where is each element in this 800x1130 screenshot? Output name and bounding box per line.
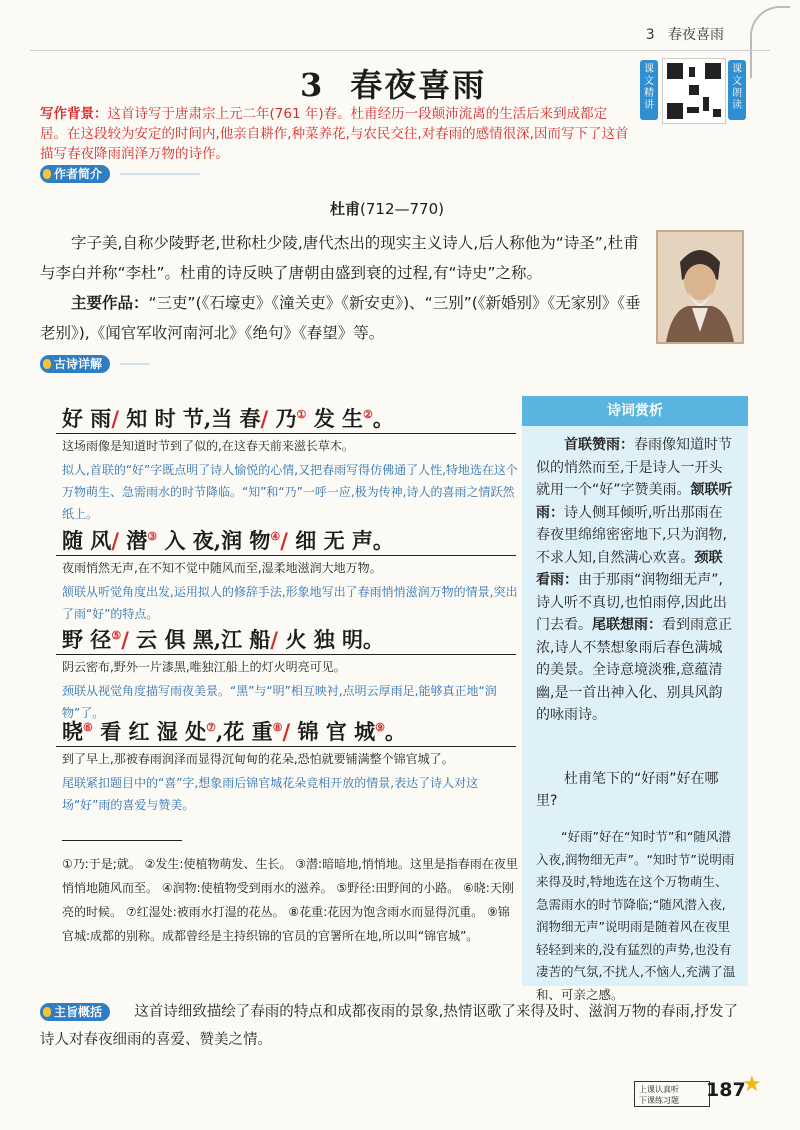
author-tag-underline — [120, 173, 200, 175]
author-heading — [330, 198, 444, 219]
author-name: 杜甫 — [330, 200, 361, 218]
qr-right-label: 课文朗读 — [728, 60, 746, 120]
works-text: “三吏”(《石壕吏》《潼关吏》《新安吏》)、“三别”(《新婚别》《无家别》《垂老别》),《闻官军收河南河北》《绝句》《春望》等。 — [40, 294, 641, 342]
header-rule — [30, 50, 770, 51]
panel-analysis: 首联赞雨：春雨像知道时节似的悄然而至,于是诗人一开头就用一个“好”字赞美雨。颔联听雨：诗人侧耳倾听,听出那雨在春夜里绵绵密密地下,只为润物,不求人知,自然满心欢喜。颈联看雨：由于那雨“润物细无声”,诗人听不真切,也怕雨停,因此出门去看。尾联想雨：看到雨意正浓,诗人不禁想象雨后春色满城的美景。全诗意境淡雅,意蕴清幽,是一首出神入化、别具风韵的咏雨诗。 — [536, 437, 733, 723]
poem-rule — [56, 433, 516, 435]
lesson-number: 3 — [300, 66, 325, 104]
poem-line-1: 好 雨/ 知 时 节,当 春/ 乃① 发 生②。 — [62, 406, 394, 431]
poem-line-4-note: 尾联紧扣题目中的“喜”字,想象雨后锦官城花朵竞相开放的情景,表达了诗人对这场“好”雨的喜爱与赞美。 — [62, 776, 479, 812]
author-works — [40, 288, 650, 348]
footnotes: ①乃:于是;就。 ②发生:使植物萌发、生长。 ③潜:暗暗地,悄悄地。这里是指春雨在夜里悄悄地随风而至。 ④润物:使植物受到雨水的滋养。 ⑤野径:田野间的小路。 ⑥晓:天刚亮的时候。 ⑦红湿处:被雨水打湿的花丛。 ⑧花重:花因为饱含雨水而显得沉重。 ⑨锦官城:成都的别称。成都曾经是主持织锦的官员的官署所在地,所以叫“锦官城”。 — [62, 857, 518, 943]
appreciation-panel — [522, 396, 748, 1002]
poem-line-2-translation: 夜雨悄然无声,在不知不觉中随风而至,湿柔地滋润大地万物。 — [62, 561, 382, 575]
poem-line-2-note: 颔联从听觉角度出发,运用拟人的修辞手法,形象地写出了春雨悄悄滋润万物的情景,突出了雨“好”的特点。 — [62, 585, 518, 621]
summary-text: 这首诗细致描绘了春雨的特点和成都夜雨的景象,热情讴歌了来得及时、滋润万物的春雨,抒发了诗人对春夜细雨的喜爱、赞美之情。 — [40, 1004, 738, 1048]
poem-line-3: 野 径⑤/ 云 俱 黑,江 船/ 火 独 明。 — [62, 627, 385, 652]
page-corner-decoration — [750, 6, 790, 78]
panel-title: 诗词赏析 — [522, 396, 748, 426]
chapter-title: 春夜喜雨 — [668, 27, 724, 43]
poem-tag-underline — [120, 363, 150, 365]
background-label: 写作背景： — [40, 106, 108, 122]
writing-background — [40, 104, 630, 164]
page-number: 187 — [706, 1079, 746, 1101]
author-years: (712—770) — [360, 200, 444, 218]
summary-section-tag: 主旨概括 — [40, 1003, 110, 1021]
poem-rule — [56, 654, 516, 656]
star-icon: ★ — [742, 1072, 762, 1097]
poem-line-2: 随 风/ 潜③ 入 夜,润 物④/ 细 无 声。 — [62, 528, 394, 553]
footnote-rule — [62, 840, 182, 841]
panel-answer: “好雨”好在“知时节”和“随风潜入夜,润物细无声”。“知时节”说明雨来得及时,特地选在这个万物萌生、急需雨水的时节降临;“随风潜入夜,润物细无声”说明雨是随着风在夜里轻轻到来的,没有猛烈的声势,也没有凄苦的气氛,不扰人,不恼人,充满了温和、可亲之感。 — [536, 829, 736, 1002]
poem-line-1-note: 拟人,首联的“好”字既点明了诗人愉悦的心情,又把春雨写得仿佛通了人性,特地选在这个万物萌生、急需雨水的时节降临。“知”和“乃”一呼一应,极为传神,诗人的喜雨之情跃然纸上。 — [62, 463, 518, 521]
running-header — [646, 24, 724, 44]
poem-section-tag: 古诗详解 — [40, 355, 110, 373]
author-portrait — [656, 230, 744, 344]
poem-line-3-translation: 阴云密布,野外一片漆黑,唯独江船上的灯火明亮可见。 — [62, 660, 346, 674]
poem-line-3-note: 颈联从视觉角度描写雨夜美景。“黑”与“明”相互映衬,点明云厚雨足,能够真正地“润物”了。 — [62, 684, 497, 720]
panel-question: 杜甫笔下的“好雨”好在哪里? — [536, 771, 719, 809]
poem-line-1-translation: 这场雨像是知道时节到了似的,在这春天前来滋长草木。 — [62, 439, 354, 453]
background-text: 这首诗写于唐肃宗上元二年(761 年)春。杜甫经历一段颠沛流离的生活后来到成都定居。在这段较为安定的时间内,他亲自耕作,种菜养花,与农民交往,对春雨的感情很深,因而写下了这首描写春夜降雨润泽万物的诗作。 — [40, 106, 629, 162]
author-section-tag: 作者简介 — [40, 165, 110, 183]
poem-rule — [56, 746, 516, 748]
poem-line-4-translation: 到了早上,那被春雨润泽而显得沉甸甸的花朵,恐怕就要铺满整个锦官城了。 — [62, 752, 454, 766]
poem-line-4: 晓⑥ 看 红 湿 处⑦,花 重⑧/ 锦 官 城⑨。 — [62, 719, 406, 744]
author-bio: 字子美,自称少陵野老,世称杜少陵,唐代杰出的现实主义诗人,后人称他为“诗圣”,杜甫与李白并称“李杜”。杜甫的诗反映了唐朝由盛到衰的过程,有“诗史”之称。 — [40, 234, 639, 282]
qr-left-label: 课文精讲 — [640, 60, 658, 120]
qr-code-block[interactable] — [640, 58, 750, 124]
footer-slogan-box: 上课认真听 下课练习题 — [634, 1081, 710, 1107]
qr-code-icon[interactable] — [662, 58, 726, 124]
lesson-title: 春夜喜雨 — [350, 66, 487, 104]
chapter-number: 3 — [645, 27, 655, 43]
page-title — [300, 60, 486, 106]
works-label: 主要作品： — [71, 294, 149, 312]
poem-rule — [56, 555, 516, 557]
